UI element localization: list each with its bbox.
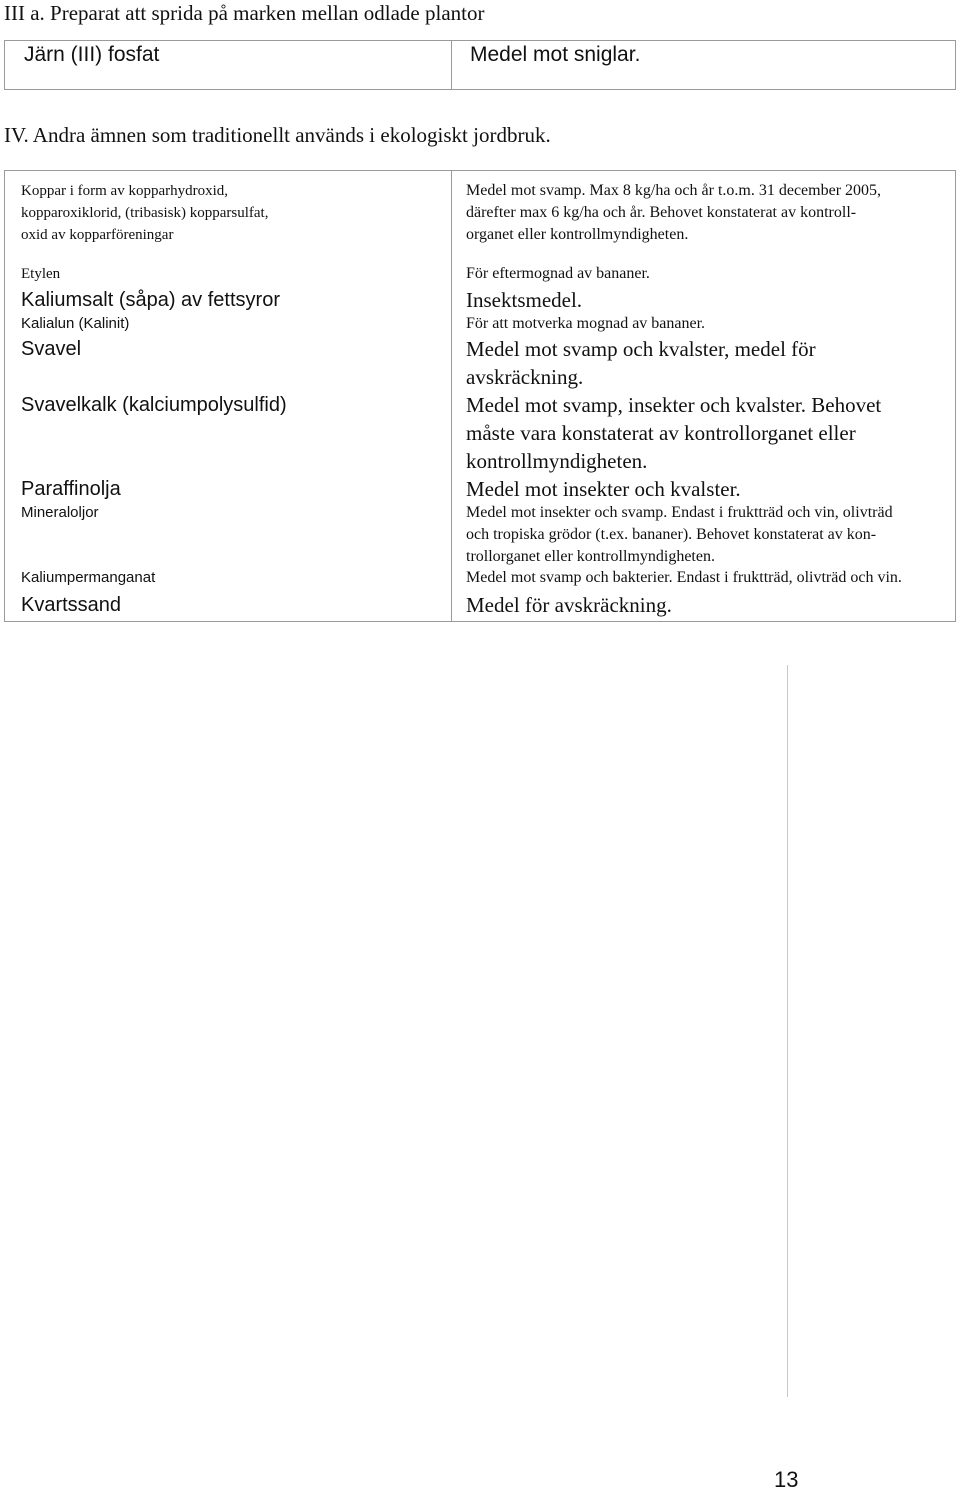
use-svavel-line-2: avskräckning. (466, 365, 584, 389)
use-kvartssand: Medel för avskräckning. (466, 593, 672, 617)
substance-etylen: Etylen (21, 266, 61, 282)
use-koppar-line-3: organet eller kontrollmyndigheten. (466, 226, 689, 243)
use-koppar-line-1: Medel mot svamp. Max 8 kg/ha och år t.o.m. 31 december 2005, (466, 182, 882, 199)
substance-koppar-line-2: kopparoxiklorid, (tribasisk) kopparsulfat, (21, 205, 269, 221)
substance-kalialun: Kalialun (Kalinit) (21, 315, 130, 332)
use-svavelkalk-line-2: måste vara konstaterat av kontrollorganet eller (466, 421, 856, 445)
section-4-heading: IV. Andra ämnen som traditionellt används i ekologiskt jordbruk. (4, 123, 551, 147)
use-mineraloljor-line-2: och tropiska grödor (t.ex. bananer). Behovet konstaterat av kon- (466, 526, 877, 543)
substance-mineraloljor: Mineraloljor (21, 504, 99, 521)
use-etylen: För eftermognad av bananer. (466, 265, 650, 282)
substance-koppar-line-3: oxid av kopparföreningar (21, 227, 174, 243)
page-number: 13 (774, 1467, 799, 1492)
section-3a-heading: III a. Preparat att sprida på marken mellan odlade plantor (4, 1, 485, 25)
use-koppar-line-2: därefter max 6 kg/ha och år. Behovet konstaterat av kontroll- (466, 204, 857, 221)
use-jarnfosfat: Medel mot sniglar. (470, 43, 641, 66)
substance-kaliumpermanganat: Kaliumpermanganat (21, 569, 156, 586)
substance-svavelkalk: Svavelkalk (kalciumpolysulfid) (21, 394, 287, 416)
use-mineraloljor-line-3: trollorganet eller kontrollmyndigheten. (466, 548, 715, 565)
use-kaliumpermanganat: Medel mot svamp och bakterier. Endast i fruktträd, olivträd och vin. (466, 569, 902, 586)
use-svavelkalk-line-1: Medel mot svamp, insekter och kvalster. Behovet (466, 393, 882, 417)
column-rule (787, 665, 788, 1397)
use-kaliumsalt: Insektsmedel. (466, 288, 583, 312)
substance-kaliumsalt: Kaliumsalt (såpa) av fettsyror (21, 289, 280, 311)
substance-koppar-line-1: Koppar i form av kopparhydroxid, (21, 183, 229, 199)
use-paraffinolja: Medel mot insekter och kvalster. (466, 477, 741, 501)
use-mineraloljor-line-1: Medel mot insekter och svamp. Endast i fruktträd och vin, olivträd (466, 504, 893, 521)
use-svavelkalk-line-3: kontrollmyndigheten. (466, 449, 648, 473)
substance-svavel: Svavel (21, 338, 82, 360)
substance-jarnfosfat: Järn (III) fosfat (24, 43, 160, 66)
substance-paraffinolja: Paraffinolja (21, 478, 121, 500)
substance-kvartssand: Kvartssand (21, 594, 122, 616)
use-svavel-line-1: Medel mot svamp och kvalster, medel för (466, 337, 816, 361)
use-kalialun: För att motverka mognad av bananer. (466, 315, 706, 332)
